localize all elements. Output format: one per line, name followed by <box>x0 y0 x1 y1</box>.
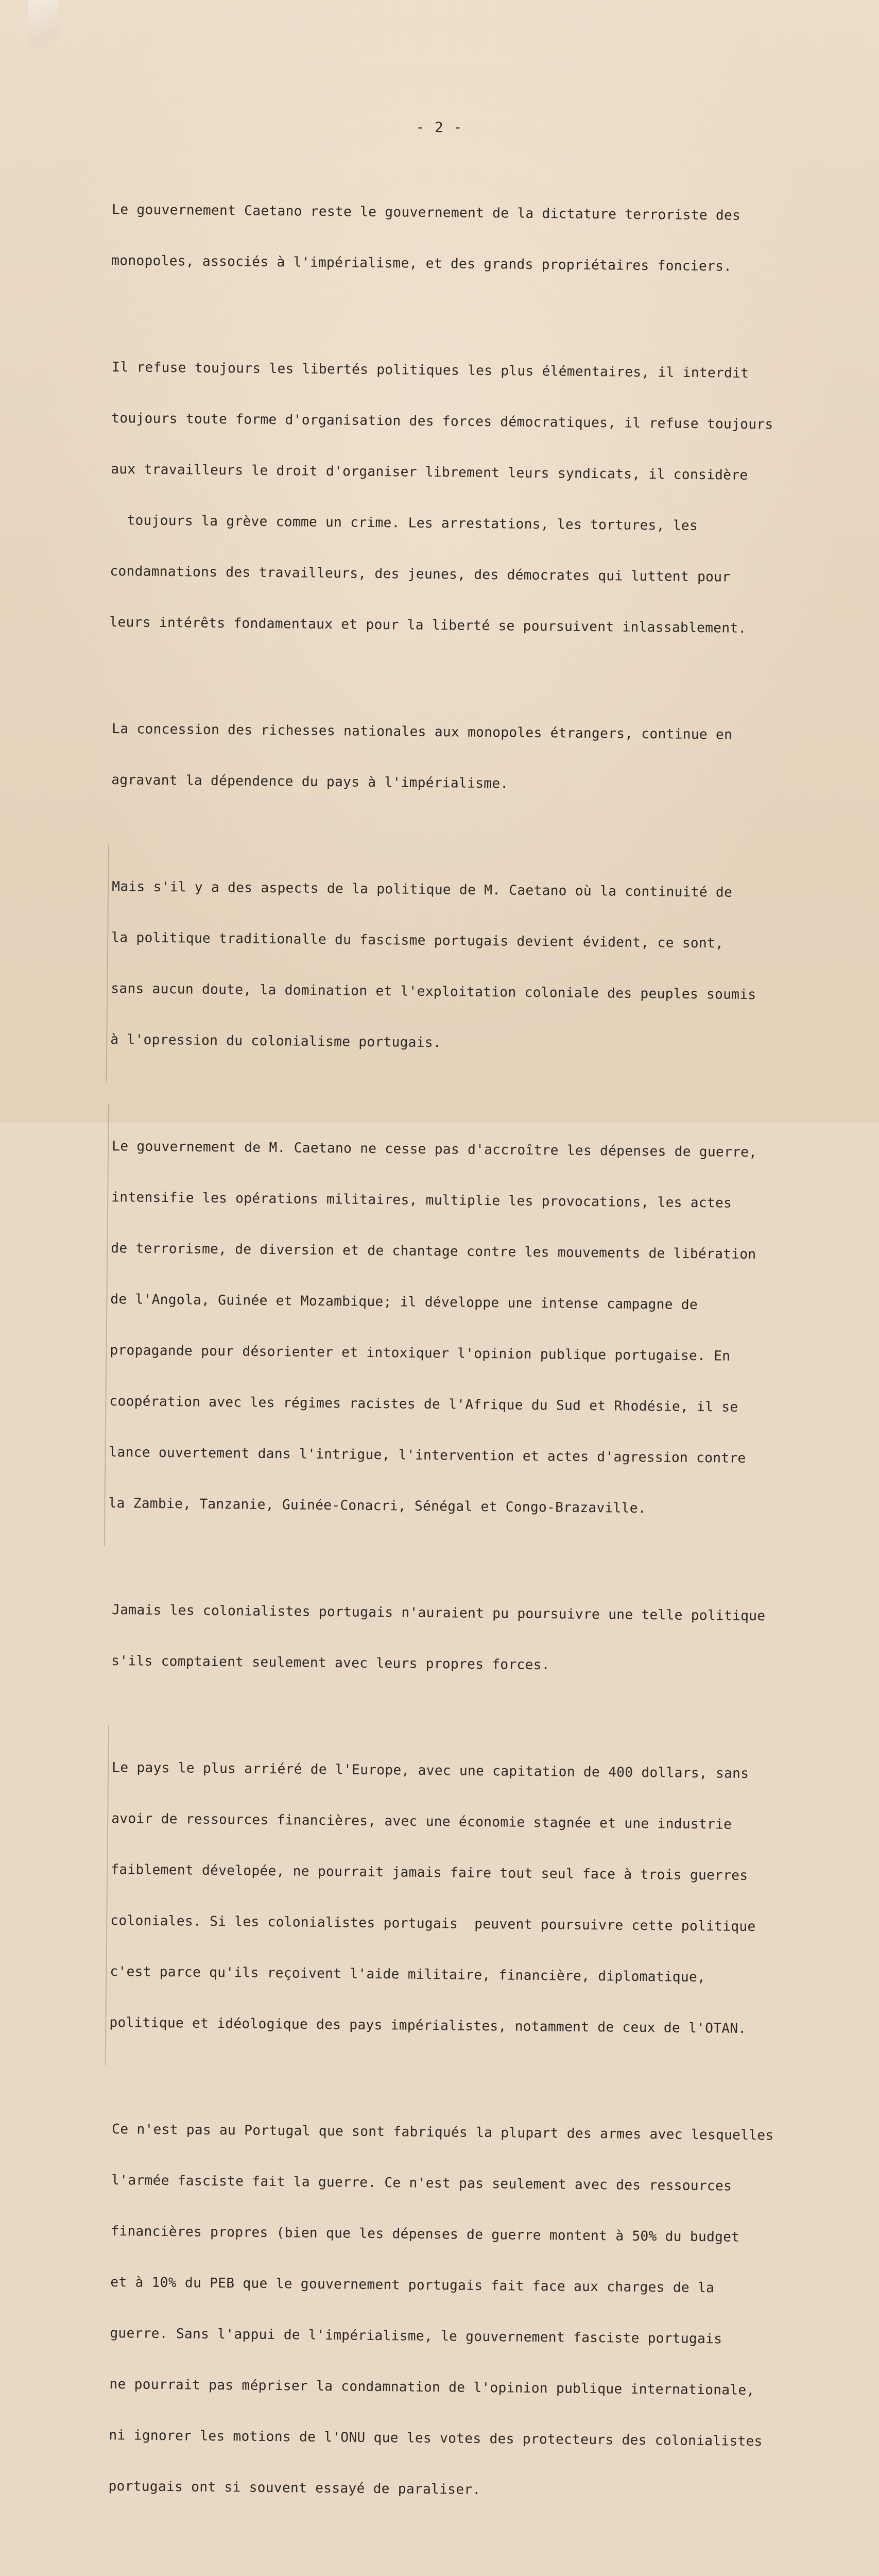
text-line: coloniales. Si les colonialistes portugais peuvent poursuivre cette politique <box>110 1913 756 1935</box>
text-line: intensifie les opérations militaires, multiplie les provocations, les actes <box>111 1190 732 1211</box>
text-line: de l'Angola, Guinée et Mozambique; il développe une intense campagne de <box>110 1292 698 1313</box>
text-line: ni ignorer les motions de l'ONU que les votes des protecteurs des colonialistes <box>109 2427 763 2450</box>
paragraph-1 <box>111 167 843 311</box>
text-line: à l'opression du colonialisme portugais. <box>110 1032 442 1051</box>
torn-corner <box>28 0 59 49</box>
text-line: toujours la grève comme un crime. Les arrestations, les tortures, les <box>110 512 698 534</box>
text-line: politique et idéologique des pays impérialistes, notamment de ceux de l'OTAN. <box>109 2015 747 2037</box>
paragraph-7 <box>105 1725 843 2073</box>
text-line: sans aucun doute, la domination et l'exploitation coloniale des peuples soumis <box>111 981 756 1003</box>
text-line: La concession des richesses nationales aux monopoles étrangers, continue en <box>112 721 733 743</box>
text-line: Jamais les colonialistes portugais n'auraient pu poursuivre une telle politique <box>112 1602 766 1624</box>
page-number: - 2 - <box>416 120 463 135</box>
paragraph-4 <box>106 844 843 1090</box>
text-line: condamnations des travailleurs, des jeunes, des démocrates qui luttent pour <box>110 563 731 585</box>
text-line: Le pays le plus arriéré de l'Europe, avec une capitation de 400 dollars, sans <box>112 1760 749 1782</box>
text-line: c'est parce qu'ils reçoivent l'aide militaire, financière, diplomatique, <box>110 1964 706 1986</box>
text-line: Le gouvernement de M. Caetano ne cesse pas d'accroître les dépenses de guerre, <box>112 1139 757 1161</box>
text-line: toujours toute forme d'organisation des forces démocratiques, il refuse toujours <box>111 410 773 433</box>
text-line: guerre. Sans l'appui de l'impérialisme, le gouvernement fasciste portugais <box>110 2325 722 2347</box>
text-line: coopération avec les régimes racistes de l'Afrique du Sud et Rhodésie, il se <box>109 1394 738 1415</box>
text-line: et à 10% du PEB que le gouvernement portugais fait face aux charges de la <box>110 2274 715 2296</box>
paragraph-6 <box>111 1568 843 1711</box>
text-line: Il refuse toujours les libertés politiques les plus élémentaires, il interdit <box>112 359 749 381</box>
text-line: Ce n'est pas au Portugal que sont fabriqués la plupart des armes avec lesquelles <box>112 2121 774 2144</box>
text-line: leurs intérêts fondamentaux et pour la liberté se poursuivent inlassablement. <box>109 614 747 636</box>
text-line: faiblement dévelopée, ne pourrait jamais faire tout seul face à trois guerres <box>111 1862 748 1884</box>
text-line: la politique traditionalle du fascisme portugais devient évident, ce sont, <box>111 930 724 952</box>
document-body <box>108 167 843 2576</box>
text-line: de terrorisme, de diversion et de chantage contre les mouvements de libération <box>111 1241 756 1263</box>
text-line: propagande pour désorienter et intoxiquer l'opinion publique portugaise. En <box>110 1343 731 1364</box>
text-line: portugais ont si souvent essayé de paraliser. <box>108 2478 481 2498</box>
text-line: lance ouvertement dans l'intrigue, l'intervention et actes d'agression contre <box>109 1445 746 1466</box>
text-line: l'armée fasciste fait la guerre. Ce n'est pas seulement avec des ressources <box>111 2172 732 2194</box>
text-line: aux travailleurs le droit d'organiser librement leurs syndicats, il considère <box>111 461 748 483</box>
text-line: agravant la dépendence du pays à l'impérialisme. <box>111 772 509 792</box>
paragraph-5 <box>104 1104 843 1553</box>
paragraph-8 <box>108 2087 843 2536</box>
paragraph-3 <box>111 687 843 830</box>
text-line: la Zambie, Tanzanie, Guinée-Conacri, Sénégal et Congo-Brazaville. <box>108 1496 646 1517</box>
text-line: ne pourrait pas mépriser la condamnation de l'opinion publique internationale, <box>109 2376 755 2399</box>
text-line: Mais s'il y a des aspects de la politique de M. Caetano où la continuité de <box>112 879 733 901</box>
text-line: financières propres (bien que les dépenses de guerre montent à 50% du budget <box>111 2223 740 2245</box>
paragraph-2 <box>109 325 843 672</box>
text-line: avoir de ressources financières, avec une économie stagnée et une industrie <box>111 1811 732 1833</box>
text-line: Le gouvernement Caetano reste le gouvernement de la dictature terroriste des <box>112 201 741 224</box>
paragraph-9 <box>111 2551 843 2576</box>
text-line: monopoles, associés à l'impérialisme, et des grands propriétaires fonciers. <box>111 252 732 275</box>
text-line: s'ils comptaient seulement avec leurs propres forces. <box>111 1653 550 1673</box>
